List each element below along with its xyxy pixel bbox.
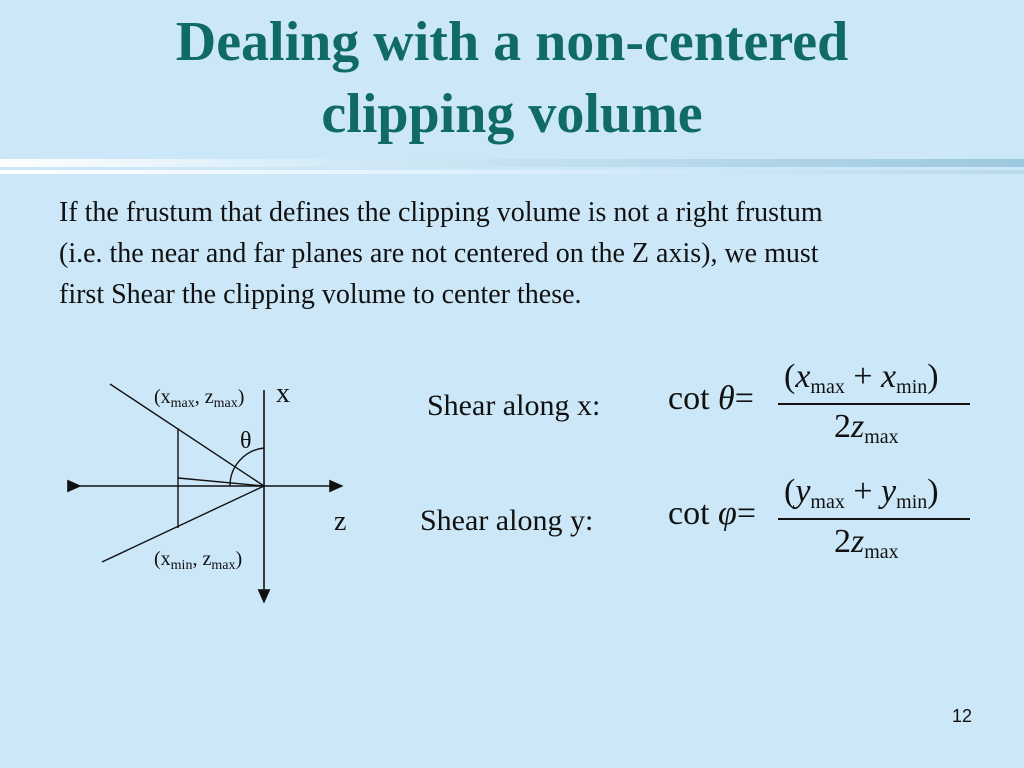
shear-y-numerator: (ymax + ymin) <box>784 473 939 513</box>
page-number: 12 <box>951 706 972 726</box>
shear-y-label: Shear along y: <box>420 504 594 537</box>
point-xmin-zmax: ($x_{min}$, $z_{max}$) <box>154 548 243 573</box>
shear-x-label: Shear along x: <box>427 389 601 422</box>
body-line-2: (i.e. the near and far planes are not centered on the Z axis), we must <box>59 238 819 269</box>
shear-y-fraction <box>778 473 970 573</box>
shear-x-numerator: (xmax + xmin) <box>784 358 939 398</box>
title-divider <box>0 159 1024 167</box>
title-divider-thin <box>0 170 1024 174</box>
theta-label: θ <box>240 428 252 454</box>
body-paragraph <box>59 192 1009 315</box>
shear-x-fraction <box>778 358 970 458</box>
shear-y-denominator: 2zmax <box>834 523 899 563</box>
x-axis-label: x <box>276 378 290 409</box>
shear-y-fraction-bar <box>778 518 970 520</box>
shear-y-lhs: cot φ= <box>668 495 757 532</box>
shear-x-fraction-bar <box>778 403 970 405</box>
point-xmax-zmax: ($x_{max}$, $z_{max}$) <box>154 386 245 411</box>
body-line-1: If the frustum that defines the clipping volume is not a right frustum <box>59 197 823 228</box>
center-line <box>178 478 264 486</box>
title-line-1: Dealing with a non-centered <box>175 11 849 73</box>
z-axis-label: z <box>334 506 347 537</box>
title-line-2: clipping volume <box>321 83 703 145</box>
shear-x-lhs: cot θ= <box>668 380 754 417</box>
shear-x-denominator: 2zmax <box>834 408 899 448</box>
body-line-3: first Shear the clipping volume to center these. <box>59 279 582 310</box>
slide-title <box>0 6 1024 150</box>
